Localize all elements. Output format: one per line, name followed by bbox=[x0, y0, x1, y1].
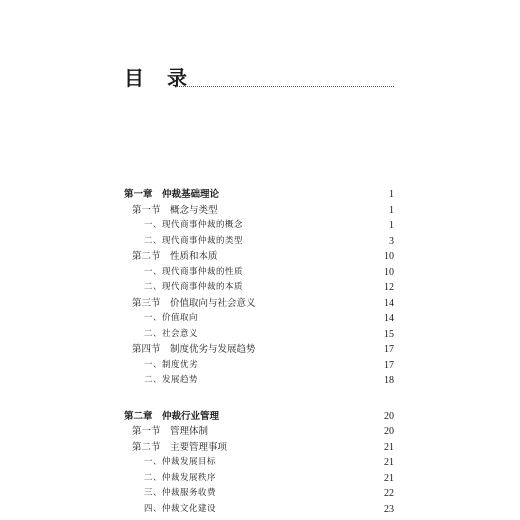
toc-entry-title: 二、社会意义 bbox=[144, 328, 199, 339]
toc-entry-item[interactable] bbox=[124, 358, 394, 374]
toc-entry-page-number: 21 bbox=[384, 472, 394, 484]
toc-entry-page-number: 23 bbox=[384, 503, 394, 515]
toc-entry-chapter[interactable] bbox=[124, 187, 394, 203]
chapter-gap bbox=[124, 389, 394, 409]
toc-entry-item[interactable] bbox=[124, 486, 394, 502]
toc-entry-page-number: 12 bbox=[384, 282, 394, 293]
toc-entry-page-number: 15 bbox=[384, 328, 394, 340]
toc-entry-item[interactable] bbox=[124, 234, 394, 250]
toc-entry-title: 二、现代商事仲裁的类型 bbox=[144, 235, 244, 246]
toc-entry-page-number: 18 bbox=[384, 375, 394, 386]
toc-entry-page-number: 1 bbox=[389, 204, 394, 216]
toc-entry-page-number: 14 bbox=[384, 297, 394, 309]
toc-entry-title: 四、仲裁文化建设 bbox=[144, 503, 217, 514]
toc-entry-title: 第二节 主要管理事项 bbox=[132, 441, 228, 453]
toc-entry-page-number: 17 bbox=[384, 344, 394, 355]
toc-entry-page-number: 20 bbox=[384, 410, 394, 422]
toc-entry-item[interactable] bbox=[124, 265, 394, 281]
toc-entry-section[interactable] bbox=[124, 342, 394, 358]
toc-entry-section[interactable] bbox=[124, 424, 394, 440]
toc-entry-title: 一、现代商事仲裁的性质 bbox=[144, 266, 244, 277]
toc-entry-page-number: 22 bbox=[384, 488, 394, 499]
toc-entry-item[interactable] bbox=[124, 280, 394, 296]
toc-entry-section[interactable] bbox=[124, 440, 394, 456]
toc-entry-page-number: 21 bbox=[384, 457, 394, 468]
toc-entry-title: 二、发展趋势 bbox=[144, 375, 199, 385]
toc-entry-page-number: 20 bbox=[384, 426, 394, 437]
toc-entry-page-number: 17 bbox=[384, 359, 394, 371]
toc-entry-page-number: 1 bbox=[389, 220, 394, 231]
toc-entry-title: 第二章 仲裁行业管理 bbox=[124, 410, 220, 422]
toc-entry-title: 一、仲裁发展目标 bbox=[144, 457, 217, 467]
toc-entry-title: 二、现代商事仲裁的本质 bbox=[144, 282, 244, 292]
toc-entry-title: 第二节 性质和本质 bbox=[132, 251, 218, 262]
toc-entry-item[interactable] bbox=[124, 311, 394, 327]
toc-entry-title: 一、价值取向 bbox=[144, 313, 199, 323]
toc-entry-section[interactable] bbox=[124, 203, 394, 219]
toc-entry-page-number: 10 bbox=[384, 266, 394, 278]
toc-entry-page-number: 14 bbox=[384, 313, 394, 324]
toc-entry-item[interactable] bbox=[124, 471, 394, 487]
toc-entry-item[interactable] bbox=[124, 327, 394, 343]
toc-entry-title: 第四节 制度优劣与发展趋势 bbox=[132, 344, 256, 355]
toc-entry-item[interactable] bbox=[124, 455, 394, 471]
toc-entry-item[interactable] bbox=[124, 502, 394, 518]
toc-entry-title: 二、仲裁发展秩序 bbox=[144, 472, 217, 483]
toc-entry-page-number: 10 bbox=[384, 251, 394, 262]
toc-entry-item[interactable] bbox=[124, 373, 394, 389]
toc-entry-section[interactable] bbox=[124, 296, 394, 312]
toc-heading: 目 录 bbox=[124, 66, 195, 90]
toc-entry-title: 第一节 管理体制 bbox=[132, 426, 209, 437]
toc-entry-title: 三、仲裁服务收费 bbox=[144, 488, 217, 498]
toc-entry-title: 一、制度优劣 bbox=[144, 359, 199, 370]
toc-entry-title: 第三节 价值取向与社会意义 bbox=[132, 297, 256, 309]
toc-entry-page-number: 3 bbox=[389, 235, 394, 247]
table-of-contents bbox=[124, 187, 394, 517]
toc-entry-title: 第一节 概念与类型 bbox=[132, 204, 218, 216]
toc-entry-page-number: 21 bbox=[384, 441, 394, 453]
toc-entry-section[interactable] bbox=[124, 249, 394, 265]
heading-dotted-rule bbox=[176, 86, 394, 87]
toc-entry-item[interactable] bbox=[124, 218, 394, 234]
toc-entry-page-number: 1 bbox=[389, 189, 394, 200]
toc-entry-title: 第一章 仲裁基础理论 bbox=[124, 189, 220, 200]
toc-entry-chapter[interactable] bbox=[124, 409, 394, 425]
toc-entry-title: 一、现代商事仲裁的概念 bbox=[144, 220, 244, 230]
